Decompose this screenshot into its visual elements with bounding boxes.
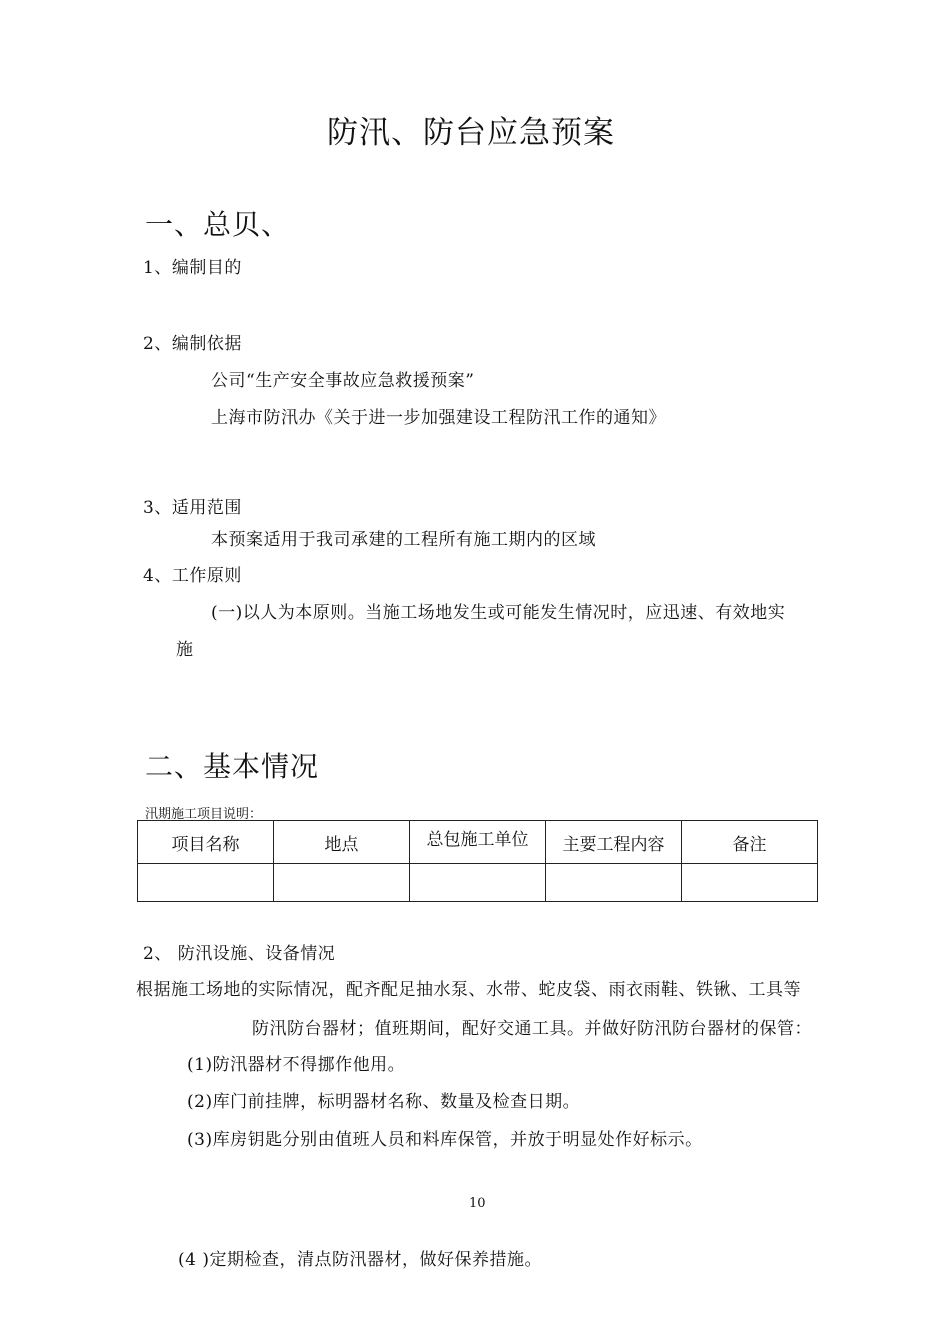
page-number: 10: [469, 1196, 486, 1211]
table-cell: [682, 864, 818, 902]
section2-item-equipment: 2、 防汛设施、设备情况: [143, 944, 336, 964]
section1-item-basis: 2、编制依据: [143, 334, 242, 354]
equipment-rule-4: (4 )定期检查，清点防汛器材，做好保养措施。: [178, 1250, 542, 1270]
section1-item-scope: 3、适用范围: [143, 498, 242, 518]
table-header-row: [138, 821, 818, 864]
table-header-cell: 总包施工单位: [410, 821, 546, 864]
equipment-line-1: 根据施工场地的实际情况，配齐配足抽水泵、水带、蛇皮袋、雨衣雨鞋、铁锹、工具等: [136, 980, 801, 1000]
project-info-table: [137, 820, 818, 902]
basis-line-1: 公司“生产安全事故应急救援预案”: [211, 371, 475, 391]
table-header-cell: 备注: [682, 821, 818, 864]
section2-heading: 二、基本情况: [145, 750, 320, 783]
table-cell: [546, 864, 682, 902]
equipment-rule-2: (2)库门前挂牌，标明器材名称、数量及检查日期。: [187, 1092, 581, 1112]
table-cell: [274, 864, 410, 902]
scope-text: 本预案适用于我司承建的工程所有施工期内的区域: [211, 530, 596, 550]
principle-line-1: (一)以人为本原则。当施工场地发生或可能发生情况时，应迅速、有效地实: [211, 603, 786, 623]
equipment-rule-3: (3)库房钥匙分别由值班人员和料库保管，并放于明显处作好标示。: [187, 1130, 703, 1150]
table-row: [138, 864, 818, 902]
equipment-rule-1: (1)防汛器材不得挪作他用。: [187, 1055, 406, 1075]
document-title: 防汛、防台应急预案: [327, 115, 615, 151]
basis-line-2: 上海市防汛办《关于进一步加强建设工程防汛工作的通知》: [211, 408, 666, 428]
table-cell: [410, 864, 546, 902]
section1-item-principle: 4、工作原则: [143, 566, 242, 586]
principle-line-2: 施: [176, 640, 194, 660]
table-header-cell: 地点: [274, 821, 410, 864]
section1-heading: 一、总贝、: [145, 208, 291, 241]
section1-item-purpose: 1、编制目的: [143, 258, 242, 278]
table-cell: [138, 864, 274, 902]
table-header-cell: 主要工程内容: [546, 821, 682, 864]
table-header-cell: 项目名称: [138, 821, 274, 864]
equipment-line-2: 防汛防台器材；值班期间，配好交通工具。并做好防汛防台器材的保管：: [252, 1019, 812, 1039]
table-caption: 汛期施工项目说明：: [145, 807, 263, 822]
